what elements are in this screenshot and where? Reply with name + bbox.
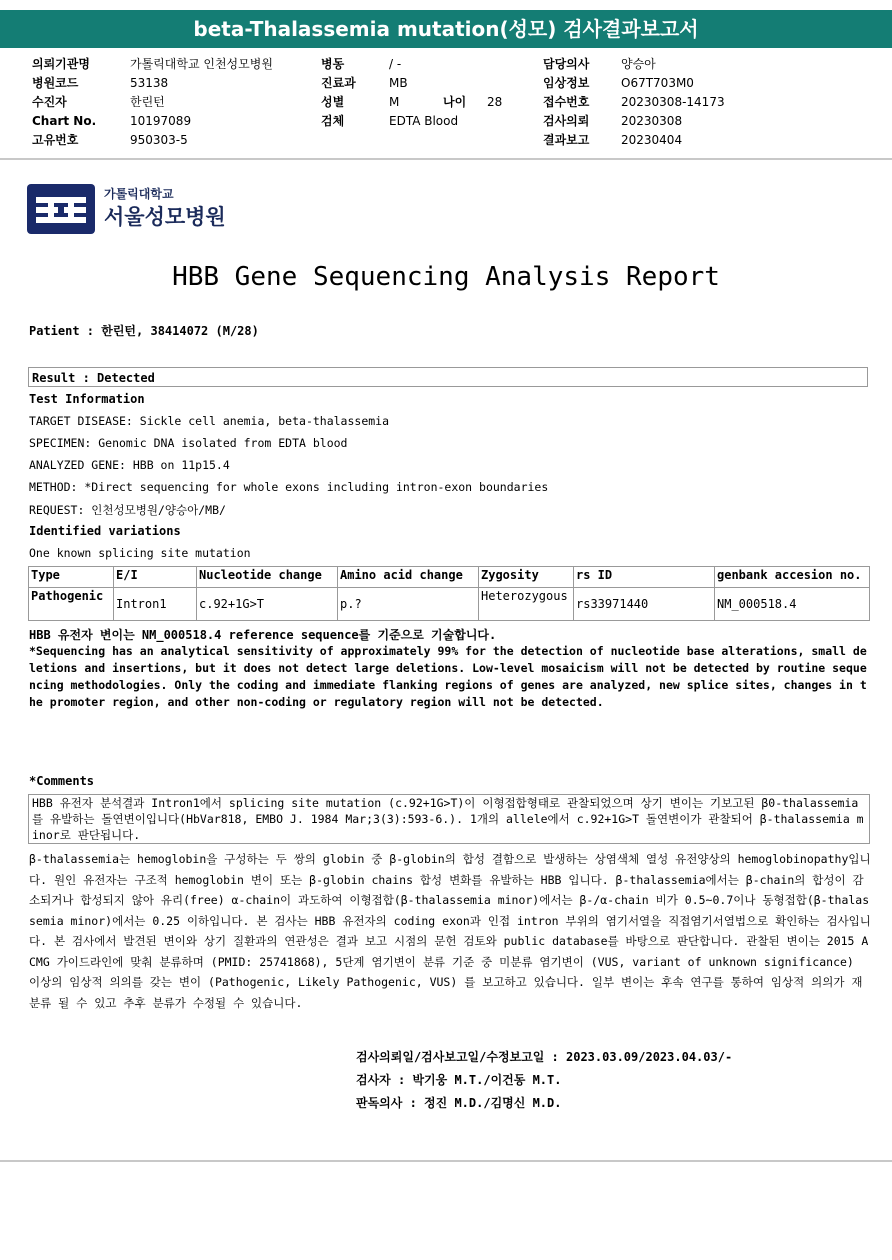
meta-value-request-date: 20230308 [621, 114, 683, 128]
th-amino: Amino acid change [338, 567, 479, 588]
meta-label-receipt-no: 접수번호 [543, 95, 590, 109]
meta-label-age: 나이 [443, 95, 467, 109]
meta-value-institution: 가톨릭대학교 인천성모병원 [130, 57, 273, 71]
report-title: HBB Gene Sequencing Analysis Report [172, 262, 720, 292]
td-genbank: NM_000518.4 [715, 588, 870, 621]
reference-note: HBB 유전자 변이는 NM_000518.4 reference sequence를 기준으로 기술합니다. [29, 628, 497, 642]
meta-col3-labels [543, 55, 589, 150]
td-zygosity: Heterozygous [479, 588, 574, 621]
meta-label-patient: 수진자 [32, 95, 67, 109]
logo-line2: 서울성모병원 [104, 205, 226, 229]
meta-label-sex: 성별 [321, 95, 345, 109]
th-nucleotide: Nucleotide change [197, 567, 338, 588]
meta-value-doctor: 양승아 [621, 57, 656, 71]
th-rsid: rs ID [574, 567, 715, 588]
meta-label-report-date: 결과보고 [543, 133, 590, 147]
comment-body: β-thalassemia는 hemoglobin을 구성하는 두 쌍의 globin 중 β-globin의 합성 결함으로 발생하는 상염색체 열성 유전양상의 hemoglobinopathy입니다. 원인 유전자는 구조적 hemoglobin 변이 또는 β-globin chains 합성 변화를 유발하는 HBB 입니다. β-thalassemia에서는 β-chain의 합성이 감소되거나 합성되지 않아 유리(free) α-chain이 과도하여 이형접합(β-thalassemia minor)에서는 β-/α-chain 비가 0.5~0.7이나 동형접합(β-thalassemia minor)에서는 0.25 이하입니다. 본 검사는 HBB 유전자의 coding exon과 인접 intron 부위의 염기서열을 직접염기서열법으로 확인하는 검사입니다. 본 검사에서 발견된 변이와 상기 질환과의 연관성은 결과 보고 시점의 문헌 검토와 public database를 바탕으로 판단합니다. 관찰된 변이는 2015 ACMG 가이드라인에 맞춰 분류하며 (PMID: 25741868), 5단계 염기변이 분류 기준 중 미분류 염기변이 (VUS, variant of unknown significance) 이상의 임상적 의의를 갖는 변이 (Pathogenic, Likely Pathogenic, VUS) 를 보고하고 있습니다. 일부 변이는 후속 연구를 통하여 임상적 의의가 재분류 될 수 있고 추후 분류가 수정될 수 있습니다. [29, 852, 871, 1010]
report-header-title: beta-Thalassemia mutation(성모) 검사결과보고서 [0, 10, 892, 48]
meta-col3-values [621, 55, 725, 150]
identified-heading: Identified variations [29, 524, 181, 538]
meta-value-department: MB [389, 76, 408, 90]
meta-label-clinical-info: 임상정보 [543, 76, 590, 90]
th-ei: E/I [114, 567, 197, 588]
comments-heading: *Comments [29, 774, 95, 788]
td-ei: Intron1 [114, 588, 197, 621]
meta-value-chart-no: 10197089 [130, 114, 192, 128]
th-genbank: genbank accesion no. [715, 567, 870, 588]
disclaimer: *Sequencing has an analytical sensitivity of approximately 99% for the detection of nucleotide base alterations, small deletions and insertions, but it does not detect large deletions. Low-level mosaicism will not be detected by routine sequencing methodologies. Only the coding and immediate flanking regions of genes are analyzed, new splice sites, changes in the promoter region, and other non-coding or regulatory region will not be detected. [29, 644, 867, 709]
th-zygosity: Zygosity [479, 567, 574, 588]
method: METHOD: *Direct sequencing for whole exons including intron-exon boundaries [29, 480, 549, 494]
test-info-heading: Test Information [29, 392, 145, 406]
patient-line: Patient : 한린턴, 38414072 (M/28) [29, 324, 259, 338]
result-box: Result : Detected [28, 367, 868, 387]
analyzed-gene: ANALYZED GENE: HBB on 11p15.4 [29, 458, 230, 472]
meta-col1-labels [32, 55, 96, 150]
td-amino: p.? [338, 588, 479, 621]
meta-value-report-date: 20230404 [621, 133, 683, 147]
td-nucleotide: c.92+1G>T [197, 588, 338, 621]
meta-value-specimen: EDTA Blood [389, 114, 459, 128]
meta-label-specimen: 검체 [321, 114, 345, 128]
meta-label-request-date: 검사의뢰 [543, 114, 590, 128]
meta-value-age: 28 [487, 95, 503, 109]
meta-value-patient: 한린턴 [130, 95, 165, 109]
specimen: SPECIMEN: Genomic DNA isolated from EDTA blood [29, 436, 348, 450]
divider-top [0, 158, 892, 160]
meta-label-chart-no: Chart No. [32, 114, 97, 128]
table-header-row [29, 567, 870, 588]
meta-label-unique-no: 고유번호 [32, 133, 79, 147]
logo-line1: 가톨릭대학교 [104, 187, 174, 201]
meta-col2-labels [321, 55, 356, 131]
identified-desc: One known splicing site mutation [29, 546, 251, 560]
meta-label-doctor: 담당의사 [543, 57, 590, 71]
td-rsid: rs33971440 [574, 588, 715, 621]
signature-doctor: 판독의사 : 정진 M.D./김명신 M.D. [356, 1096, 562, 1110]
variation-table [28, 566, 870, 621]
meta-value-hospital-code: 53138 [130, 76, 169, 90]
meta-value-clinical-info: O67T703M0 [621, 76, 694, 90]
comment-box: HBB 유전자 분석결과 Intron1에서 splicing site mutation (c.92+1G>T)이 이형접합형태로 관찰되었으며 상기 변이는 기보고된 β0-thalassemia를 유발하는 돌연변이입니다(HbVar818, EMBO J. 1984 Mar;3(3):593-6.). 1개의 allele에서 c.92+1G>T 돌연변이가 관찰되어 β-thalassemia minor로 판단됩니다. [28, 794, 870, 844]
signature-dates: 검사의뢰일/검사보고일/수정보고일 : 2023.03.09/2023.04.03/- [356, 1050, 733, 1064]
meta-value-unique-no: 950303-5 [130, 133, 188, 147]
meta-value-ward: / - [389, 57, 402, 71]
divider-bottom [0, 1160, 892, 1162]
target-disease: TARGET DISEASE: Sickle cell anemia, beta-thalassemia [29, 414, 390, 428]
meta-label-institution: 의뢰기관명 [32, 57, 90, 71]
td-type: Pathogenic [29, 588, 114, 621]
signature-tester: 검사자 : 박기웅 M.T./이건동 M.T. [356, 1073, 562, 1087]
meta-col1-values [130, 55, 273, 150]
table-row [29, 588, 870, 621]
th-type: Type [29, 567, 114, 588]
meta-label-ward: 병동 [321, 57, 345, 71]
hospital-logo-icon [26, 183, 96, 235]
meta-label-hospital-code: 병원코드 [32, 76, 79, 90]
meta-value-receipt-no: 20230308-14173 [621, 95, 725, 109]
request: REQUEST: 인천성모병원/양승아/MB/ [29, 503, 226, 517]
meta-value-sex: M [389, 95, 400, 109]
meta-label-department: 진료과 [321, 76, 356, 90]
